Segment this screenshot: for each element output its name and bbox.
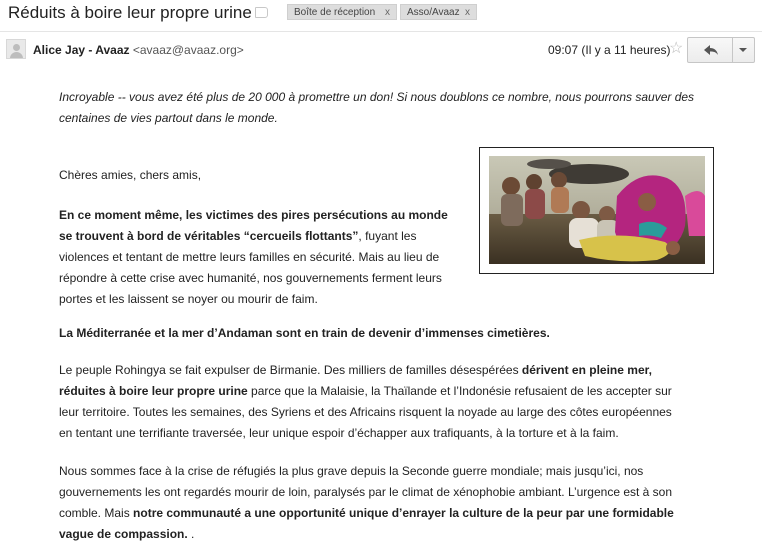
message-timestamp: 09:07 (Il y a 11 heures) (548, 43, 671, 57)
p1-text: violences et tentant de mettre leurs familles en sécurité. Mais au lieu de (59, 250, 440, 264)
sender-line (33, 43, 244, 57)
p2-bold: La Méditerranée et la mer d’Andaman sont en train de devenir d’immenses cimetières. (59, 326, 550, 340)
p4-text: . (187, 527, 195, 541)
p3-text: parce que la Malaisie, la Thaïlande et l’Indonésie refusaient de les accepter sur (247, 384, 672, 398)
p3-bold: réduites à boire leur propre urine (59, 384, 248, 398)
header-divider (0, 31, 762, 32)
p3-text: en tentant une terrifiante traversée, leur unique espoir d’échapper aux trafiquants, à la torture et à la faim. (59, 426, 619, 440)
p1-bold: se trouvent à bord de véritables “cercueils flottants” (59, 229, 359, 243)
label-chip-text: Asso/Avaaz (407, 7, 460, 18)
label-chip-inbox[interactable] (287, 4, 397, 20)
p4-text: Nous sommes face à la crise de réfugiés la plus grave depuis la Seconde guerre mondiale; mais jusqu’ici, nos (59, 464, 644, 478)
refugees-photo-frame (479, 147, 714, 274)
label-chip-text: Boîte de réception (294, 7, 376, 18)
more-actions-button[interactable] (733, 38, 754, 62)
remove-label-icon[interactable]: x (465, 7, 470, 18)
p1-text: portes et les laissent se noyer ou mourir de faim. (59, 292, 318, 306)
p4-bold: notre communauté a une opportunité unique d’enrayer la culture de la peur par une formidable (133, 506, 674, 520)
sender-name[interactable]: Alice Jay - Avaaz (33, 43, 130, 57)
p4-text: comble. Mais (59, 506, 134, 520)
sender-email: <avaaz@avaaz.org> (132, 43, 244, 57)
p4-bold: vague de compassion. (59, 527, 188, 541)
reply-button[interactable] (688, 38, 733, 62)
label-tag-icon[interactable] (255, 7, 268, 18)
paragraph-2 (59, 323, 550, 344)
p1-text: répondre à cette crise avec humanité, nos gouvernements ferment leurs (59, 271, 442, 285)
chevron-down-icon (739, 48, 747, 52)
paragraph-3 (59, 360, 739, 444)
label-chip-avaaz[interactable] (400, 4, 477, 20)
paragraph-1 (59, 205, 469, 310)
reply-button-group (687, 37, 755, 63)
greeting: Chères amies, chers amis, (59, 168, 202, 182)
p3-bold: dérivent en pleine mer, (521, 363, 652, 377)
star-icon[interactable]: ☆ (669, 40, 684, 57)
p1-text: , fuyant les (358, 229, 417, 243)
remove-label-icon[interactable]: x (385, 7, 390, 18)
refugees-photo[interactable] (489, 156, 705, 264)
paragraph-4 (59, 461, 739, 545)
intro-line: Incroyable -- vous avez été plus de 20 000 à promettre un don! Si nous doublons ce nombre, nous pourrons sauver des (59, 90, 695, 104)
sender-avatar-icon (6, 39, 26, 59)
p4-text: gouvernements les ont regardés mourir de loin, paralysés par le climat de xénophobie ambiant. L’urgence est à son (59, 485, 673, 499)
intro-line: centaines de vies partout dans le monde. (59, 111, 278, 125)
subject-bar (0, 0, 762, 28)
email-subject: Réduits à boire leur propre urine (8, 3, 252, 22)
intro-paragraph (59, 87, 699, 129)
p3-text: Le peuple Rohingya se fait expulser de Birmanie. Des milliers de familles désespérées (59, 363, 522, 377)
reply-arrow-icon (688, 38, 732, 62)
p1-bold: En ce moment même, les victimes des pires persécutions au monde (59, 208, 448, 222)
p3-text: leur territoire. Toutes les semaines, des Syriens et des Africains risquent la noyade au large des côtes européennes (59, 405, 672, 419)
